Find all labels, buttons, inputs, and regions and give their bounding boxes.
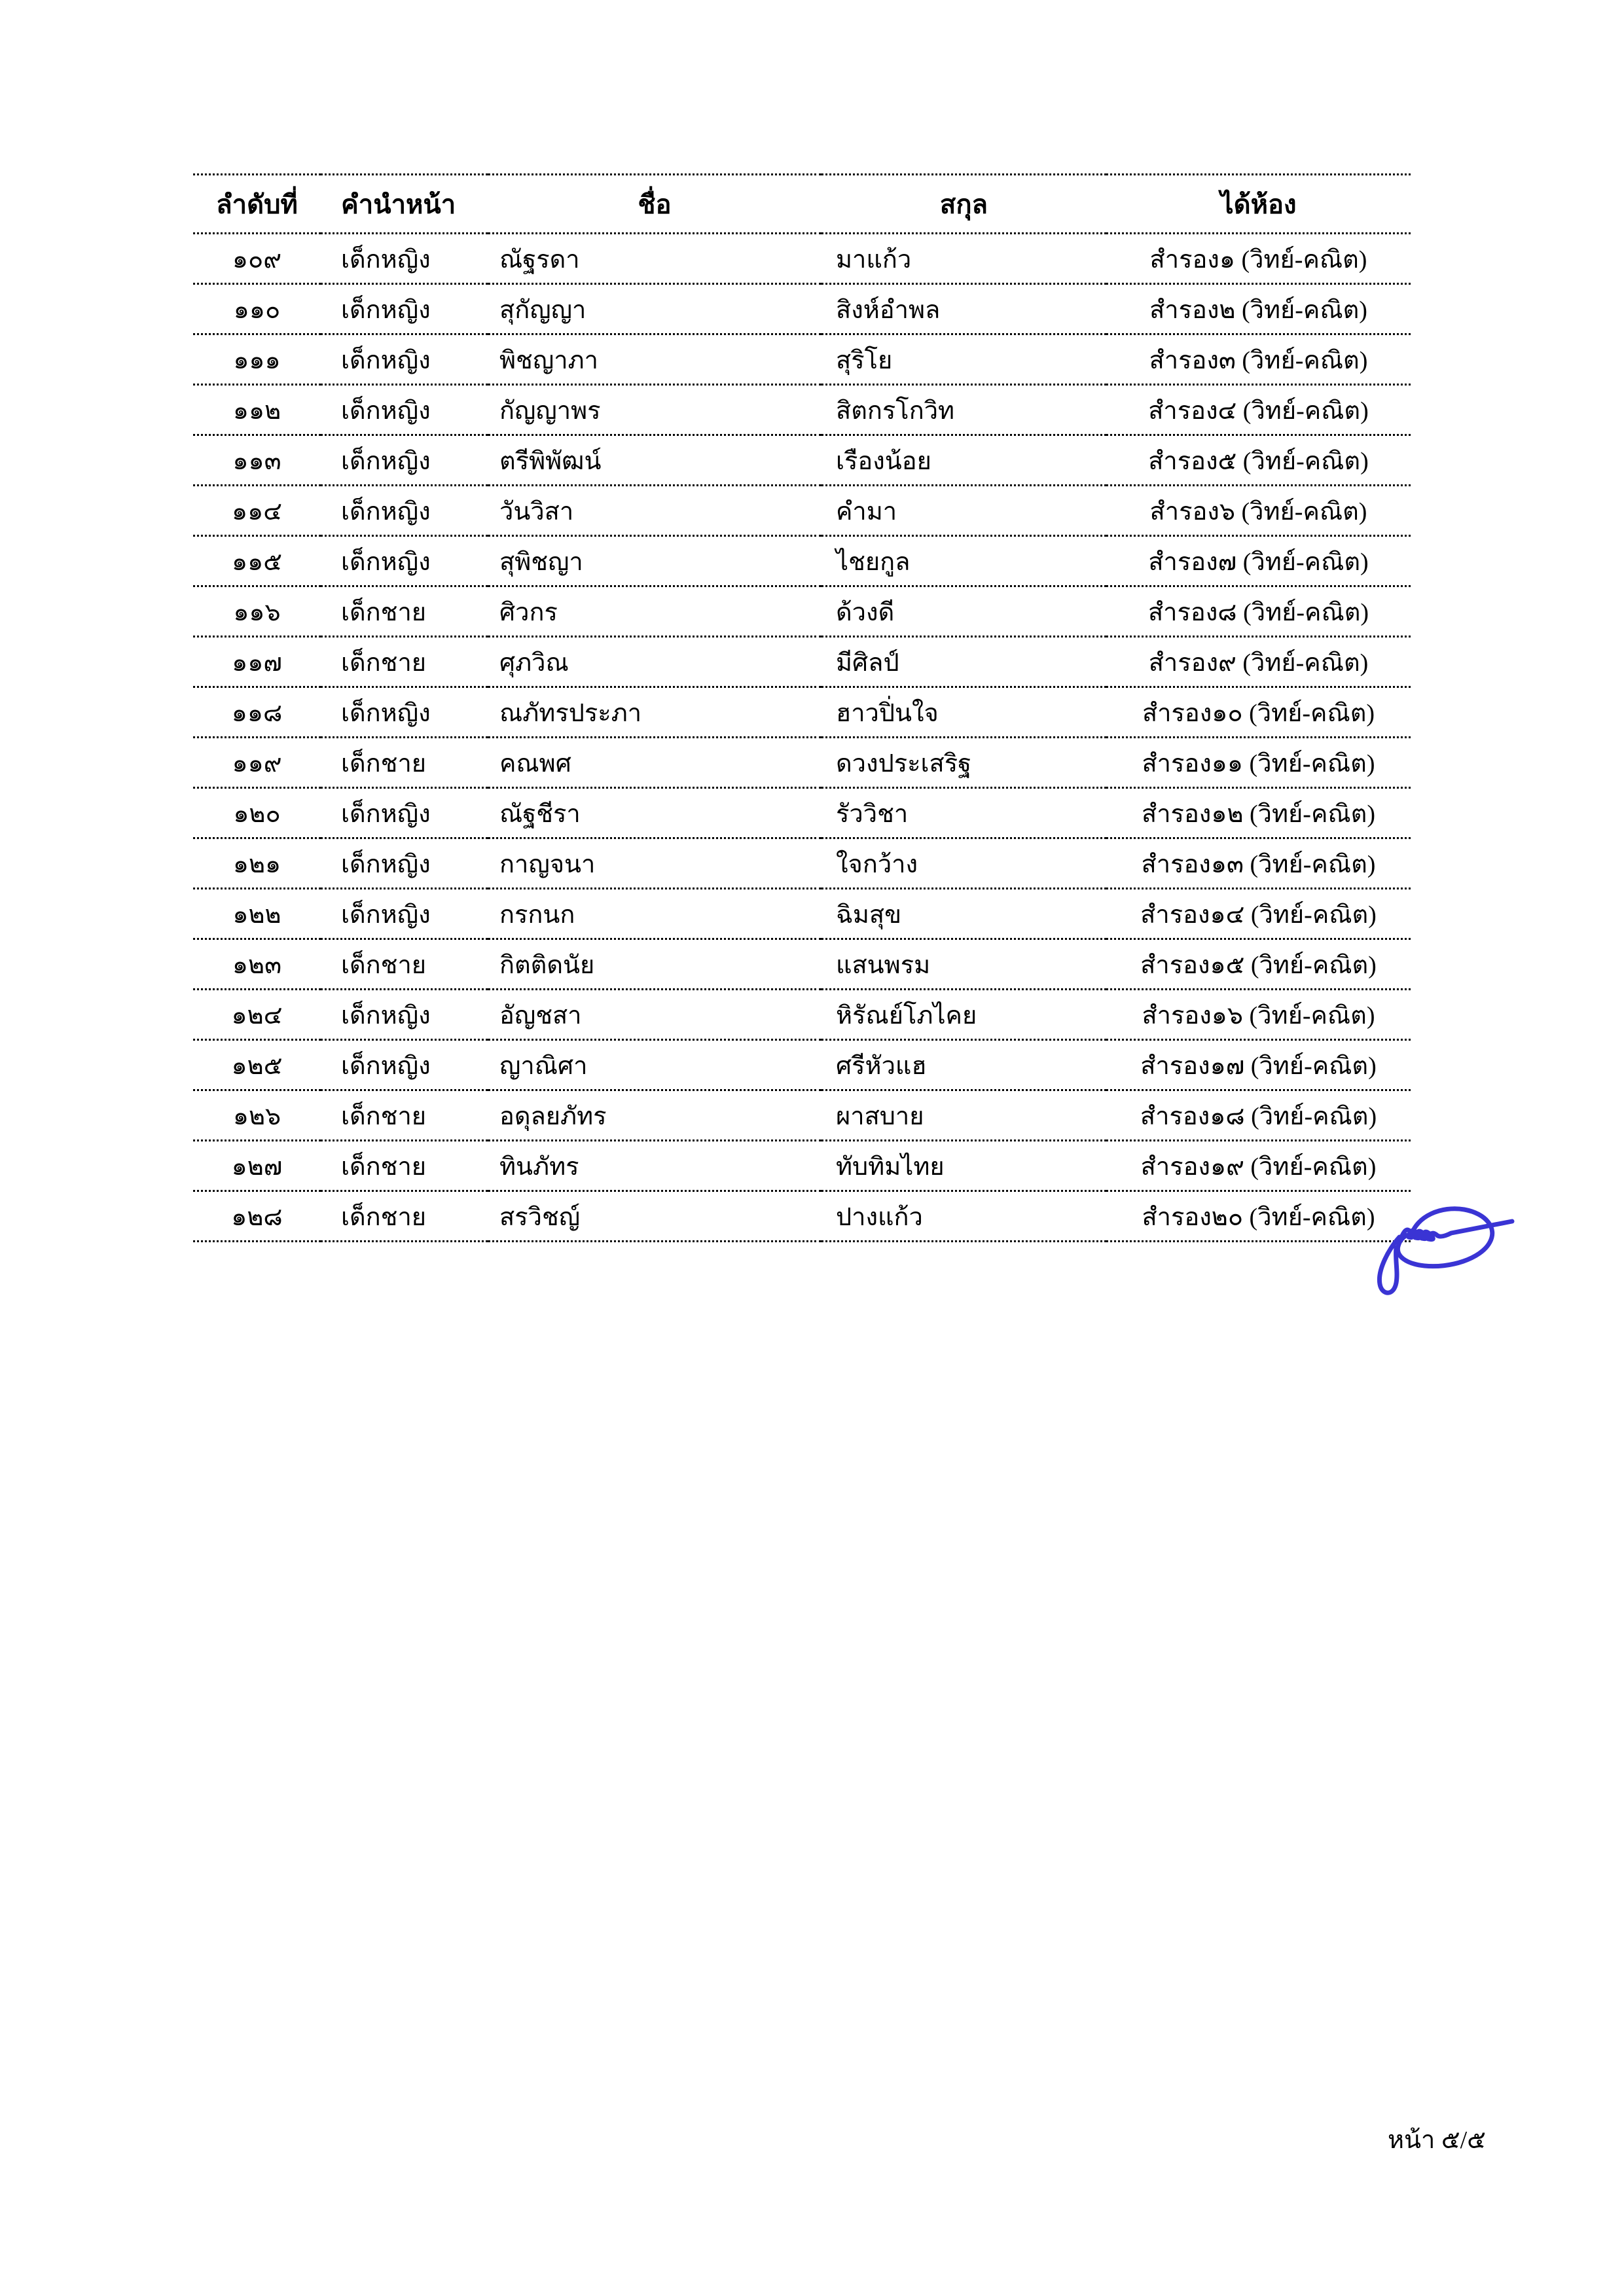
cell-last-name: รัววิชา bbox=[821, 788, 1106, 838]
table-row bbox=[193, 536, 1411, 586]
cell-no: ๑๒๓ bbox=[193, 939, 321, 990]
cell-first-name: อดุลยภัทร bbox=[488, 1090, 821, 1141]
page-number: หน้า ๕/๕ bbox=[1388, 2126, 1486, 2154]
cell-room: สำรอง๑๒ (วิทย์-คณิต) bbox=[1106, 788, 1411, 838]
cell-room: สำรอง๕ (วิทย์-คณิต) bbox=[1106, 435, 1411, 486]
table-row bbox=[193, 1191, 1411, 1242]
cell-room: สำรอง๑๓ (วิทย์-คณิต) bbox=[1106, 838, 1411, 889]
cell-first-name: ณัฐชีรา bbox=[488, 788, 821, 838]
table-row bbox=[193, 838, 1411, 889]
cell-prefix: เด็กหญิง bbox=[321, 1040, 488, 1090]
column-header-last-name: สกุล bbox=[821, 175, 1106, 234]
cell-prefix: เด็กหญิง bbox=[321, 334, 488, 385]
cell-last-name: ปางแก้ว bbox=[821, 1191, 1106, 1242]
column-header-first-name: ชื่อ bbox=[488, 175, 821, 234]
signature-squiggle-stroke bbox=[1402, 1221, 1512, 1240]
cell-room: สำรอง๑๙ (วิทย์-คณิต) bbox=[1106, 1141, 1411, 1191]
table-row bbox=[193, 334, 1411, 385]
cell-last-name: คำมา bbox=[821, 486, 1106, 536]
cell-first-name: ณัฐรดา bbox=[488, 234, 821, 284]
table-header-row bbox=[193, 175, 1411, 234]
cell-first-name: กรกนก bbox=[488, 889, 821, 939]
cell-room: สำรอง๑๖ (วิทย์-คณิต) bbox=[1106, 990, 1411, 1040]
cell-last-name: แสนพรม bbox=[821, 939, 1106, 990]
cell-no: ๑๑๖ bbox=[193, 586, 321, 637]
cell-first-name: วันวิสา bbox=[488, 486, 821, 536]
table-row bbox=[193, 738, 1411, 788]
cell-no: ๑๒๔ bbox=[193, 990, 321, 1040]
cell-prefix: เด็กชาย bbox=[321, 586, 488, 637]
table-row bbox=[193, 788, 1411, 838]
cell-room: สำรอง๙ (วิทย์-คณิต) bbox=[1106, 637, 1411, 687]
cell-first-name: ศิวกร bbox=[488, 586, 821, 637]
cell-prefix: เด็กชาย bbox=[321, 1141, 488, 1191]
student-table bbox=[193, 173, 1411, 1242]
cell-prefix: เด็กหญิง bbox=[321, 486, 488, 536]
cell-no: ๑๒๘ bbox=[193, 1191, 321, 1242]
cell-room: สำรอง๔ (วิทย์-คณิต) bbox=[1106, 385, 1411, 435]
cell-room: สำรอง๑๑ (วิทย์-คณิต) bbox=[1106, 738, 1411, 788]
cell-last-name: มีศิลป์ bbox=[821, 637, 1106, 687]
table-row bbox=[193, 1040, 1411, 1090]
cell-last-name: สิงห์อำพล bbox=[821, 284, 1106, 334]
cell-first-name: กัญญาพร bbox=[488, 385, 821, 435]
cell-prefix: เด็กหญิง bbox=[321, 687, 488, 738]
table-row bbox=[193, 385, 1411, 435]
cell-no: ๑๒๒ bbox=[193, 889, 321, 939]
column-header-prefix: คำนำหน้า bbox=[321, 175, 488, 234]
cell-last-name: มาแก้ว bbox=[821, 234, 1106, 284]
cell-no: ๑๑๐ bbox=[193, 284, 321, 334]
column-header-no: ลำดับที่ bbox=[193, 175, 321, 234]
cell-first-name: ทินภัทร bbox=[488, 1141, 821, 1191]
table-row bbox=[193, 687, 1411, 738]
cell-first-name: สรวิชญ์ bbox=[488, 1191, 821, 1242]
cell-first-name: ญาณิศา bbox=[488, 1040, 821, 1090]
table-row bbox=[193, 435, 1411, 486]
cell-prefix: เด็กชาย bbox=[321, 637, 488, 687]
cell-prefix: เด็กชาย bbox=[321, 939, 488, 990]
cell-prefix: เด็กหญิง bbox=[321, 838, 488, 889]
cell-first-name: ณภัทรประภา bbox=[488, 687, 821, 738]
table-row bbox=[193, 284, 1411, 334]
cell-room: สำรอง๑๐ (วิทย์-คณิต) bbox=[1106, 687, 1411, 738]
cell-prefix: เด็กหญิง bbox=[321, 788, 488, 838]
signature-descender-stroke bbox=[1379, 1237, 1399, 1293]
cell-prefix: เด็กหญิง bbox=[321, 990, 488, 1040]
cell-prefix: เด็กหญิง bbox=[321, 536, 488, 586]
cell-prefix: เด็กชาย bbox=[321, 1191, 488, 1242]
cell-prefix: เด็กหญิง bbox=[321, 889, 488, 939]
cell-first-name: คณพศ bbox=[488, 738, 821, 788]
table-row bbox=[193, 586, 1411, 637]
cell-no: ๑๑๒ bbox=[193, 385, 321, 435]
cell-room: สำรอง๑๗ (วิทย์-คณิต) bbox=[1106, 1040, 1411, 1090]
table-row bbox=[193, 939, 1411, 990]
cell-first-name: สุกัญญา bbox=[488, 284, 821, 334]
cell-first-name: กิตติดนัย bbox=[488, 939, 821, 990]
cell-room: สำรอง๑๕ (วิทย์-คณิต) bbox=[1106, 939, 1411, 990]
cell-prefix: เด็กหญิง bbox=[321, 435, 488, 486]
cell-last-name: ด้วงดี bbox=[821, 586, 1106, 637]
cell-room: สำรอง๑๘ (วิทย์-คณิต) bbox=[1106, 1090, 1411, 1141]
cell-last-name: ใจกว้าง bbox=[821, 838, 1106, 889]
cell-prefix: เด็กหญิง bbox=[321, 385, 488, 435]
cell-last-name: หิรัณย์โภไคย bbox=[821, 990, 1106, 1040]
cell-room: สำรอง๒ (วิทย์-คณิต) bbox=[1106, 284, 1411, 334]
cell-first-name: ตรีพิพัฒน์ bbox=[488, 435, 821, 486]
cell-last-name: ฉิมสุข bbox=[821, 889, 1106, 939]
table-row bbox=[193, 234, 1411, 284]
cell-no: ๑๒๐ bbox=[193, 788, 321, 838]
cell-last-name: ผาสบาย bbox=[821, 1090, 1106, 1141]
cell-last-name: เรืองน้อย bbox=[821, 435, 1106, 486]
cell-no: ๑๒๕ bbox=[193, 1040, 321, 1090]
table-body bbox=[193, 234, 1411, 1242]
cell-first-name: กาญจนา bbox=[488, 838, 821, 889]
cell-last-name: ฮาวปิ่นใจ bbox=[821, 687, 1106, 738]
table-row bbox=[193, 637, 1411, 687]
cell-prefix: เด็กหญิง bbox=[321, 284, 488, 334]
signature-loop-stroke bbox=[1398, 1209, 1492, 1266]
cell-first-name: พิชญาภา bbox=[488, 334, 821, 385]
cell-room: สำรอง๘ (วิทย์-คณิต) bbox=[1106, 586, 1411, 637]
cell-room: สำรอง๗ (วิทย์-คณิต) bbox=[1106, 536, 1411, 586]
table-row bbox=[193, 486, 1411, 536]
table-row bbox=[193, 990, 1411, 1040]
table-row bbox=[193, 1141, 1411, 1191]
cell-prefix: เด็กหญิง bbox=[321, 234, 488, 284]
cell-last-name: สิตกรโกวิท bbox=[821, 385, 1106, 435]
cell-no: ๑๒๗ bbox=[193, 1141, 321, 1191]
cell-no: ๑๑๕ bbox=[193, 536, 321, 586]
cell-first-name: ศุภวิณ bbox=[488, 637, 821, 687]
table-row bbox=[193, 1090, 1411, 1141]
cell-no: ๑๒๖ bbox=[193, 1090, 321, 1141]
cell-first-name: สุพิชญา bbox=[488, 536, 821, 586]
cell-no: ๑๑๗ bbox=[193, 637, 321, 687]
cell-last-name: ไชยกูล bbox=[821, 536, 1106, 586]
cell-room: สำรอง๓ (วิทย์-คณิต) bbox=[1106, 334, 1411, 385]
cell-last-name: ศรีหัวแฮ bbox=[821, 1040, 1106, 1090]
column-header-room: ได้ห้อง bbox=[1106, 175, 1411, 234]
cell-no: ๑๑๘ bbox=[193, 687, 321, 738]
table-row bbox=[193, 889, 1411, 939]
cell-last-name: ทับทิมไทย bbox=[821, 1141, 1106, 1191]
cell-prefix: เด็กชาย bbox=[321, 1090, 488, 1141]
cell-room: สำรอง๑๔ (วิทย์-คณิต) bbox=[1106, 889, 1411, 939]
cell-no: ๑๐๙ bbox=[193, 234, 321, 284]
cell-no: ๑๑๑ bbox=[193, 334, 321, 385]
cell-last-name: ดวงประเสริฐ bbox=[821, 738, 1106, 788]
cell-no: ๑๑๙ bbox=[193, 738, 321, 788]
cell-first-name: อัญชสา bbox=[488, 990, 821, 1040]
cell-no: ๑๑๓ bbox=[193, 435, 321, 486]
cell-room: สำรอง๒๐ (วิทย์-คณิต) bbox=[1106, 1191, 1411, 1242]
cell-prefix: เด็กชาย bbox=[321, 738, 488, 788]
cell-room: สำรอง๖ (วิทย์-คณิต) bbox=[1106, 486, 1411, 536]
cell-no: ๑๒๑ bbox=[193, 838, 321, 889]
cell-room: สำรอง๑ (วิทย์-คณิต) bbox=[1106, 234, 1411, 284]
cell-no: ๑๑๔ bbox=[193, 486, 321, 536]
cell-last-name: สุริโย bbox=[821, 334, 1106, 385]
